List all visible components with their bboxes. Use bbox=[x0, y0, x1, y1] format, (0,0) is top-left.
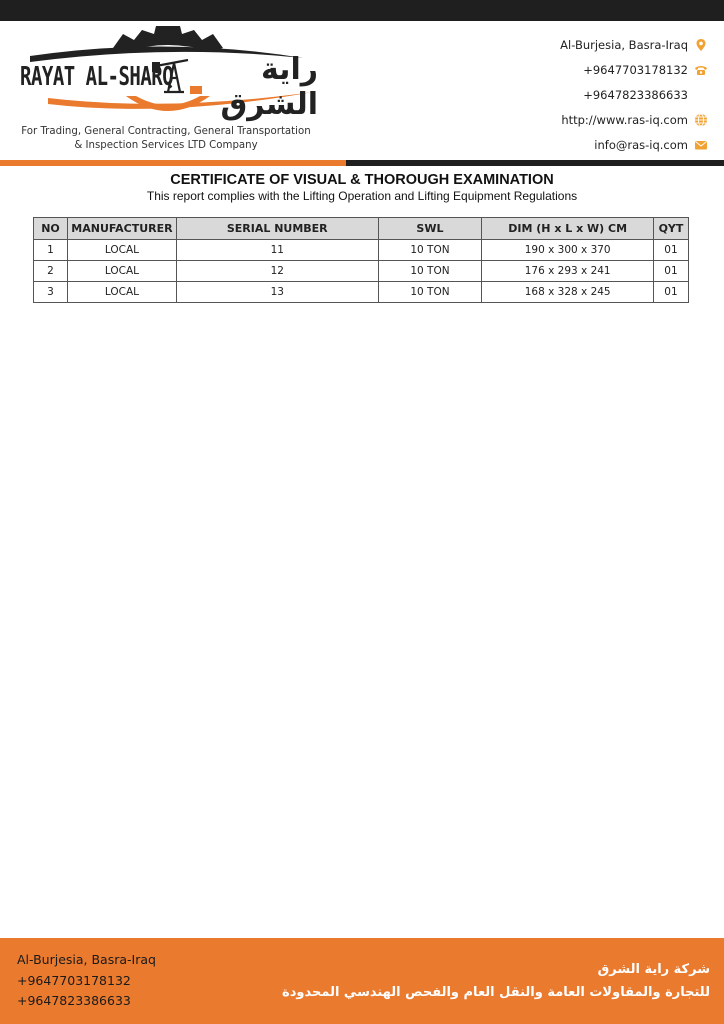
logo-latin-text: RAYAT AL-SHARQ bbox=[20, 62, 174, 92]
contact-website-link[interactable]: http://www.ras-iq.com bbox=[561, 112, 688, 127]
contact-block bbox=[448, 32, 708, 157]
table-cell: LOCAL bbox=[67, 282, 176, 303]
contact-phone-1-text: +9647703178132 bbox=[583, 62, 688, 77]
table-cell: 01 bbox=[653, 261, 688, 282]
certificate-subtitle: This report complies with the Lifting Operation and Lifting Equipment Regulations bbox=[146, 189, 578, 203]
contact-email[interactable] bbox=[448, 132, 708, 157]
column-header: MANUFACTURER bbox=[67, 218, 176, 240]
certificate-title: CERTIFICATE OF VISUAL & THOROUGH EXAMINATION bbox=[170, 172, 554, 188]
envelope-icon bbox=[694, 138, 708, 152]
table-cell: 3 bbox=[34, 282, 68, 303]
company-line-2: & Inspection Services LTD Company bbox=[74, 140, 258, 151]
table-cell: 190 x 300 x 370 bbox=[482, 240, 654, 261]
table-cell: LOCAL bbox=[67, 261, 176, 282]
table-cell: 12 bbox=[176, 261, 378, 282]
footer-address: Al-Burjesia, Basra-Iraq bbox=[17, 952, 156, 967]
company-logo bbox=[18, 26, 318, 124]
footer-phone-2: +9647823386633 bbox=[17, 993, 131, 1008]
header-divider-orange bbox=[0, 160, 346, 166]
table-cell: 1 bbox=[34, 240, 68, 261]
table-cell: 10 TON bbox=[378, 282, 482, 303]
column-header: SWL bbox=[378, 218, 482, 240]
table-cell: 176 x 293 x 241 bbox=[482, 261, 654, 282]
contact-phone-2 bbox=[448, 82, 708, 107]
table-cell: 01 bbox=[653, 240, 688, 261]
table-cell: LOCAL bbox=[67, 240, 176, 261]
table-cell: 2 bbox=[34, 261, 68, 282]
contact-address bbox=[448, 32, 708, 57]
company-line-1: For Trading, General Contracting, General Transportation bbox=[21, 126, 311, 137]
table-cell: 11 bbox=[176, 240, 378, 261]
contact-phone-2-text: +9647823386633 bbox=[583, 87, 688, 102]
column-header: NO bbox=[34, 218, 68, 240]
contact-address-text: Al-Burjesia, Basra-Iraq bbox=[560, 37, 688, 52]
table-cell: 10 TON bbox=[378, 261, 482, 282]
table-cell: 13 bbox=[176, 282, 378, 303]
table-row bbox=[34, 240, 689, 261]
logo-arabic-text: راية الشرق bbox=[220, 52, 318, 122]
column-header: DIM (H x L x W) CM bbox=[482, 218, 654, 240]
footer-phone-1: +9647703178132 bbox=[17, 972, 131, 988]
footer-contact bbox=[17, 950, 156, 1012]
contact-email-link[interactable]: info@ras-iq.com bbox=[594, 137, 688, 152]
table-cell: 10 TON bbox=[378, 240, 482, 261]
top-bar bbox=[0, 0, 724, 21]
column-header: QYT bbox=[653, 218, 688, 240]
location-pin-icon bbox=[694, 38, 708, 52]
footer-arabic-line-2: للتجارة والمقاولات العامة والنقل العام والفحص الهندسي المحدودة bbox=[282, 985, 710, 1000]
footer bbox=[0, 938, 724, 1024]
column-header: SERIAL NUMBER bbox=[176, 218, 378, 240]
globe-icon bbox=[694, 113, 708, 127]
equipment-table bbox=[33, 217, 689, 303]
footer-arabic-name bbox=[282, 958, 710, 1004]
table-row bbox=[34, 261, 689, 282]
contact-website[interactable] bbox=[448, 107, 708, 132]
footer-arabic-line-1: شركة راية الشرق bbox=[597, 962, 710, 977]
telephone-icon bbox=[694, 63, 708, 77]
table-header-row bbox=[34, 218, 689, 240]
table-cell: 01 bbox=[653, 282, 688, 303]
contact-phone-1 bbox=[448, 57, 708, 82]
table-cell: 168 x 328 x 245 bbox=[482, 282, 654, 303]
table-row bbox=[34, 282, 689, 303]
header-divider-dark bbox=[346, 160, 724, 166]
company-description bbox=[14, 125, 318, 153]
